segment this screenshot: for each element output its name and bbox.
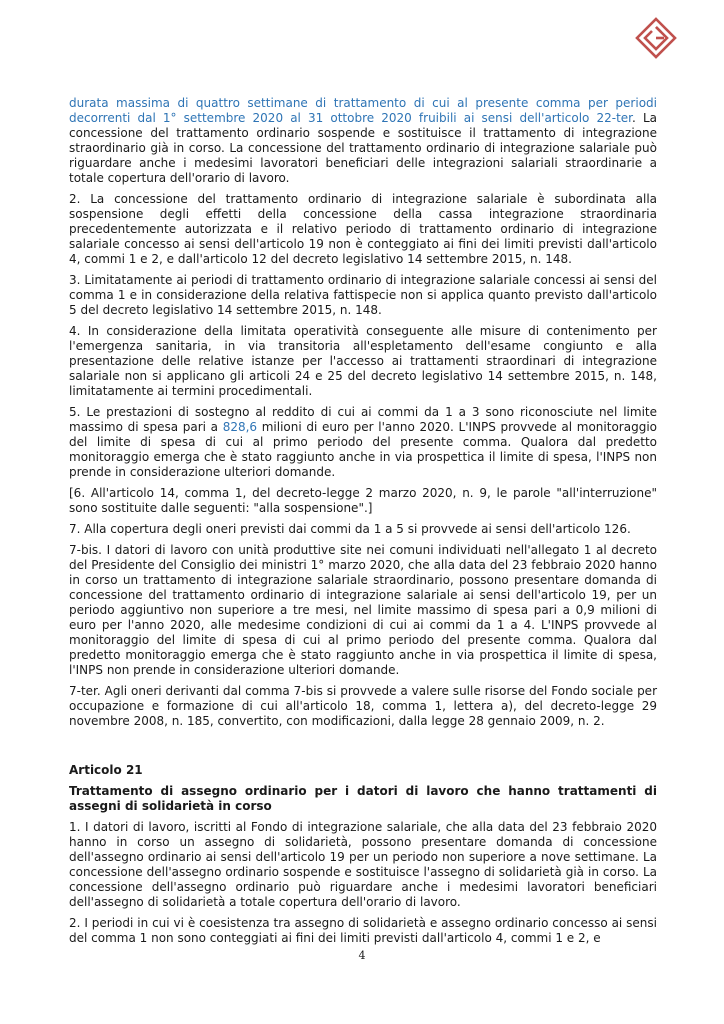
highlighted-amount: 828,6 [222, 420, 258, 434]
paragraph: 3. Limitatamente ai periodi di trattamento ordinario di integrazione salariale concessi ai sensi del comma 1 e in considerazione della relativa fattispecie non si applica quanto previsto dall'articolo 5 del decreto legislativo 14 settembre 2015, n. 148. [69, 273, 657, 317]
highlighted-text: durata massima di quattro settimane di trattamento di cui al presente comma per periodi decorrenti dal 1° settembre 2020 al 31 ottobre 2020 fruibili ai sensi dell'articolo 22-ter [69, 96, 657, 125]
paragraph: 7-ter. Agli oneri derivanti dal comma 7-bis si provvede a valere sulle risorse del Fondo sociale per occupazione e formazione di cui all'articolo 18, comma 1, lettera a), del decreto-legge 29 novembre 2008, n. 185, convertito, con modificazioni, dalla legge 28 gennaio 2009, n. 2. [69, 684, 657, 728]
page-number: 4 [358, 949, 366, 962]
paragraph-text: 5. Le prestazioni di sostegno al reddito di cui ai commi da 1 a 3 sono riconosciute nel limite massimo di spesa pari a [69, 405, 657, 434]
paragraph: 1. I datori di lavoro, iscritti al Fondo di integrazione salariale, che alla data del 23 febbraio 2020 hanno in corso un assegno di solidarietà, possono presentare domanda di concessione dell'assegno ordinario ai sensi dell'articolo 19 per un periodo non superiore a nove settimane. La concessione dell'assegno ordinario sospende e sostituisce l'assegno di solidarietà già in corso. La concessione dell'assegno ordinario può riguardare anche i medesimi lavoratori beneficiari dell'assegno di solidarietà a totale copertura dell'orario di lavoro. [69, 820, 657, 909]
paragraph: 2. I periodi in cui vi è coesistenza tra assegno di solidarietà e assegno ordinario concesso ai sensi del comma 1 non sono conteggiati ai fini dei limiti previsti dall'articolo 4, commi 1 e 2, e [69, 916, 657, 945]
paragraph: 7. Alla copertura degli oneri previsti dai commi da 1 a 5 si provvede ai sensi dell'articolo 126. [69, 522, 631, 536]
paragraph [69, 96, 657, 186]
logo-icon [634, 16, 678, 62]
paragraph: 2. La concessione del trattamento ordinario di integrazione salariale è subordinata alla sospensione degli effetti della concessione della cassa integrazione straordinaria precedentemente autorizzata e il relativo periodo di trattamento ordinario di integrazione salariale concesso ai sensi dell'articolo 19 non è conteggiato ai fini dei limiti previsti dall'articolo 4, commi 1 e 2, e dall'articolo 12 del decreto legislativo 14 settembre 2015, n. 148. [69, 192, 657, 266]
paragraph: 4. In considerazione della limitata operatività conseguente alle misure di contenimento per l'emergenza sanitaria, in via transitoria all'espletamento dell'esame congiunto e alla presentazione delle relative istanze per l'accesso ai trattamenti straordinari di integrazione salariale non si applicano gli articoli 24 e 25 del decreto legislativo 14 settembre 2015, n. 148, limitatamente ai termini procedimentali. [69, 324, 657, 398]
paragraph-text: milioni di euro per l'anno 2020. L'INPS provvede al monitoraggio del limite di spesa di cui al primo periodo del presente comma. Qualora dal predetto monitoraggio emerga che è stato raggiunto anche in via prospettica il limite di spesa, l'INPS non prende in considerazione ulteriori domande. [69, 420, 657, 479]
paragraph: [6. All'articolo 14, comma 1, del decreto-legge 2 marzo 2020, n. 9, le parole "all'interruzione" sono sostituite dalle seguenti: "alla sospensione".] [69, 486, 657, 515]
paragraph [69, 405, 657, 480]
paragraph-text: . La concessione del trattamento ordinario sospende e sostituisce il trattamento di integrazione straordinario già in corso. La concessione del trattamento ordinario di integrazione salariale può riguardare anche i medesimi lavoratori beneficiari delle integrazioni salariali straordinarie a totale copertura dell'orario di lavoro. [69, 111, 657, 185]
article-subtitle: Trattamento di assegno ordinario per i datori di lavoro che hanno trattamenti di assegni di solidarietà in corso [69, 784, 657, 813]
section-spacer [69, 735, 657, 763]
paragraph: 7-bis. I datori di lavoro con unità produttive site nei comuni individuati nell'allegato 1 al decreto del Presidente del Consiglio dei ministri 1° marzo 2020, che alla data del 23 febbraio 2020 hanno in corso un trattamento di integrazione salariale straordinario, possono presentare domanda di concessione del trattamento ordinario di integrazione salariale ai sensi dell'articolo 19, per un periodo aggiuntivo non superiore a tre mesi, nel limite massimo di spesa pari a 0,9 milioni di euro per l'anno 2020, alle medesime condizioni di cui ai commi da 1 a 4. L'INPS provvede al monitoraggio del limite di spesa di cui al primo periodo del presente comma. Qualora dal predetto monitoraggio emerga che è stato raggiunto anche in via prospettica il limite di spesa, l'INPS non prende in considerazione ulteriori domande. [69, 543, 657, 677]
article-title: Articolo 21 [69, 763, 143, 777]
document-body [69, 96, 657, 952]
